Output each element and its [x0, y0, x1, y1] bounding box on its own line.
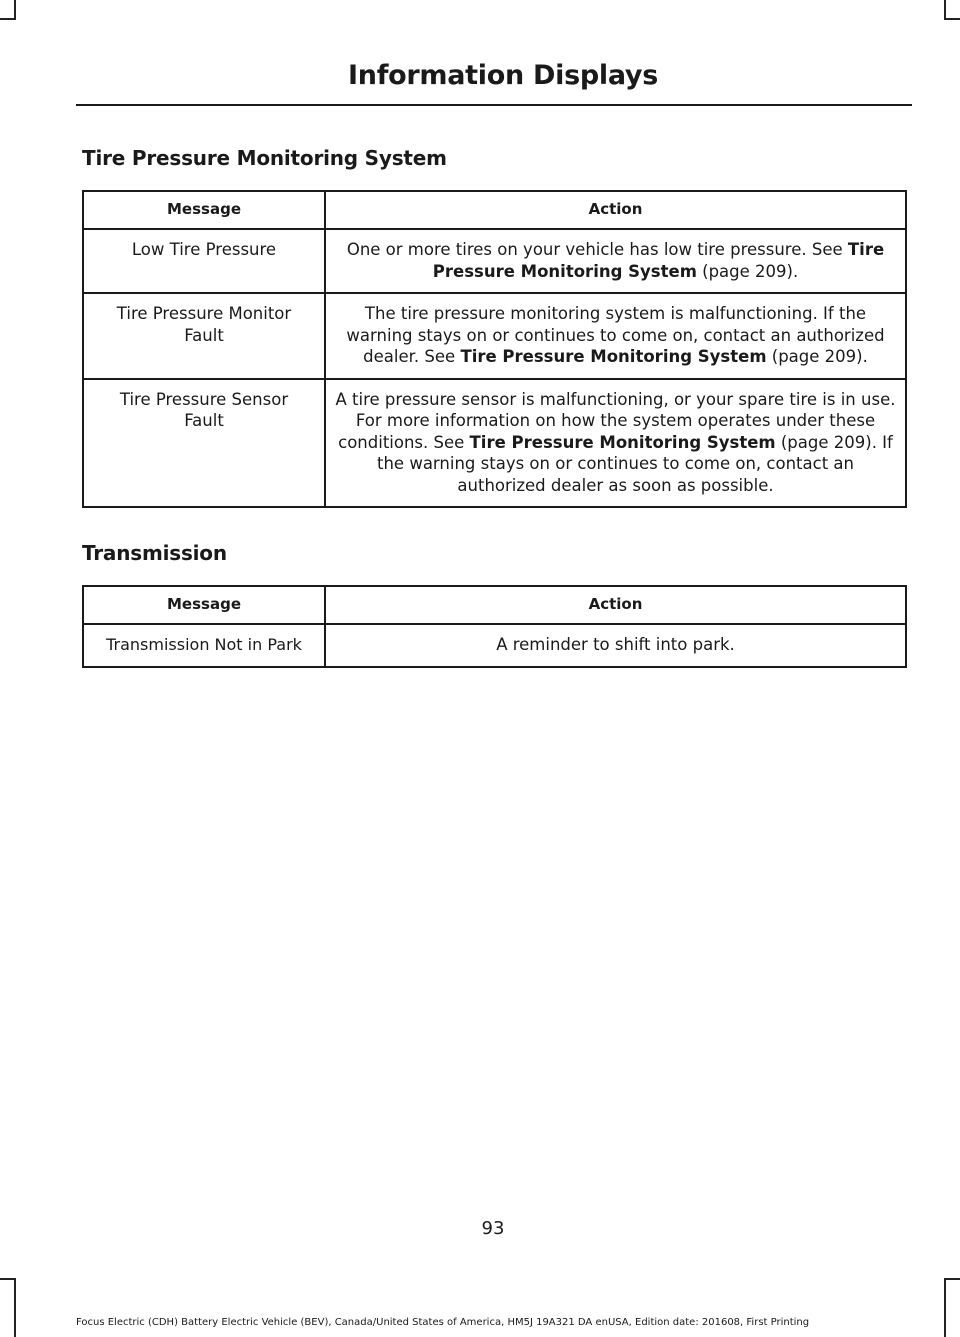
- tpms-message-table: [82, 190, 907, 508]
- action-text: (page 209). If the warning stays on or continues to come on, contact an authorized dealer as soon as possible.: [377, 432, 893, 495]
- column-header-action: Action: [325, 191, 906, 229]
- action-text: A tire pressure sensor is malfunctioning, or your spare tire is in use. For more information on how the system operates under these conditions. See: [335, 389, 896, 452]
- transmission-message-table: [82, 585, 907, 668]
- cross-reference-link[interactable]: Tire Pressure Monitoring System: [460, 347, 767, 366]
- crop-mark: [14, 1278, 16, 1337]
- crop-mark: [0, 18, 16, 20]
- crop-mark: [944, 0, 946, 20]
- column-header-message: Message: [83, 586, 325, 624]
- message-cell: Tire Pressure Monitor Fault: [83, 293, 325, 379]
- page-number: 93: [481, 1218, 505, 1239]
- section-heading-tpms: Tire Pressure Monitoring System: [82, 146, 447, 170]
- column-header-message: Message: [83, 191, 325, 229]
- message-cell: Transmission Not in Park: [83, 624, 325, 667]
- page-reference: (page 209).: [696, 261, 799, 281]
- crop-mark: [944, 18, 960, 20]
- action-text: One or more tires on your vehicle has low tire pressure. See: [346, 240, 848, 259]
- action-cell: [325, 293, 906, 379]
- page-header-title: Information Displays: [348, 60, 658, 91]
- cross-reference-link[interactable]: Tire Pressure Monitoring System: [469, 432, 776, 452]
- table-row: [83, 379, 906, 508]
- action-cell: [325, 229, 906, 293]
- action-cell: [325, 379, 906, 508]
- table-row: [83, 293, 906, 379]
- crop-mark: [0, 1278, 16, 1280]
- message-cell: Low Tire Pressure: [83, 229, 325, 293]
- header-divider: [76, 104, 912, 106]
- message-cell: Tire Pressure Sensor Fault: [83, 379, 325, 508]
- crop-mark: [944, 1278, 946, 1337]
- action-cell: A reminder to shift into park.: [325, 624, 906, 667]
- table-header-row: [83, 191, 906, 229]
- table-row: [83, 229, 906, 293]
- document-footer: Focus Electric (CDH) Battery Electric Vehicle (BEV), Canada/United States of America, HM5J 19A321 DA enUSA, Edition date: 201608, First Printing: [76, 1317, 810, 1328]
- crop-mark: [14, 0, 16, 20]
- section-heading-transmission: Transmission: [82, 541, 227, 565]
- table-header-row: [83, 586, 906, 624]
- column-header-action: Action: [325, 586, 906, 624]
- cross-reference-link[interactable]: Tire Pressure Monitoring System: [432, 240, 885, 281]
- page-reference: (page 209).: [766, 347, 868, 366]
- action-text: The tire pressure monitoring system is malfunctioning. If the warning stays on or continues to come on, contact an authorized dealer. See: [346, 304, 885, 366]
- table-row: [83, 624, 906, 667]
- crop-mark: [944, 1278, 960, 1280]
